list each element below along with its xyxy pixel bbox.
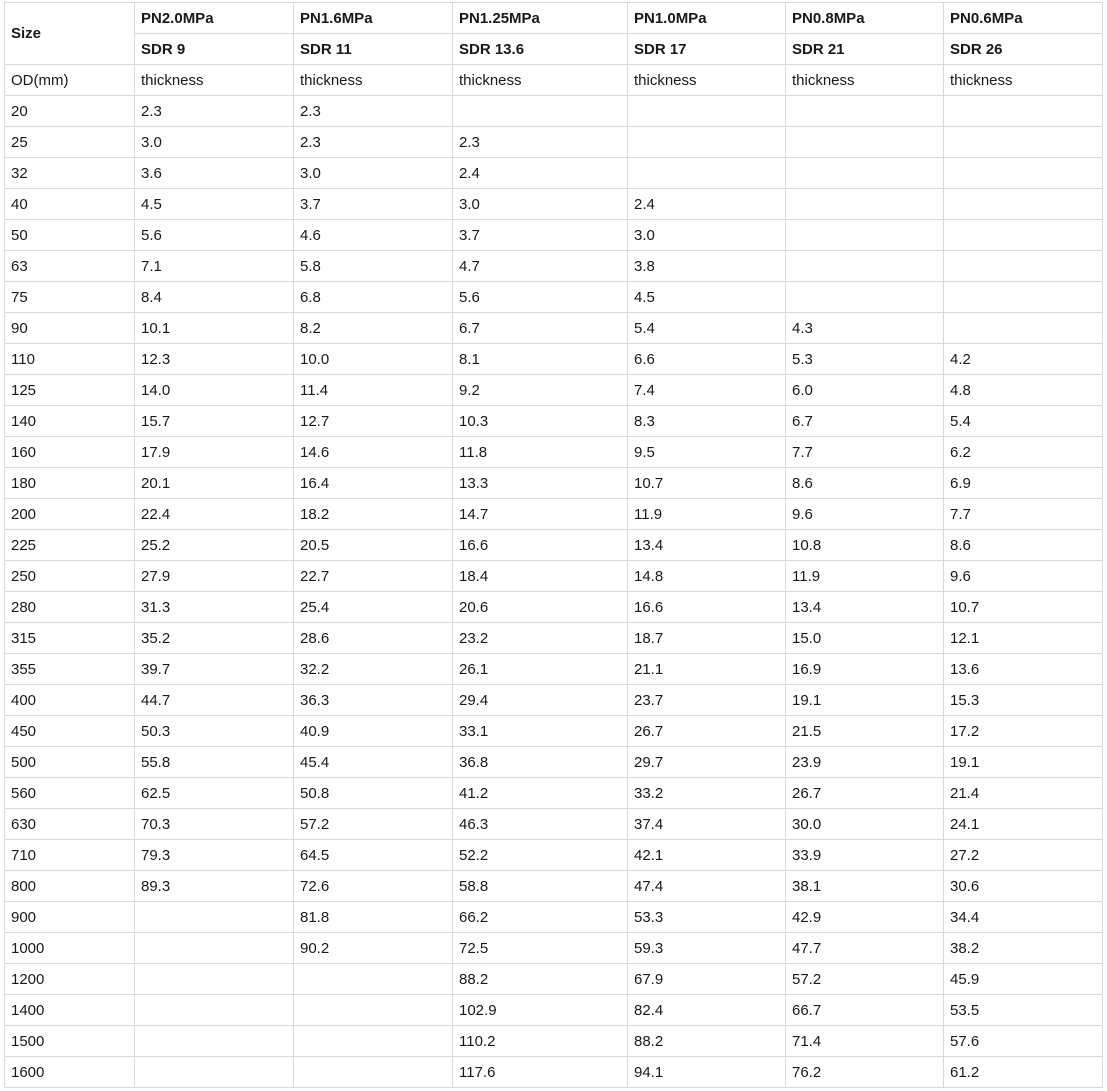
- thickness-cell: 3.0: [628, 220, 786, 251]
- thickness-cell: 23.7: [628, 685, 786, 716]
- thickness-cell: 76.2: [786, 1057, 944, 1088]
- table-row: [5, 220, 1103, 251]
- thickness-cell: [944, 251, 1103, 282]
- thickness-cell: 67.9: [628, 964, 786, 995]
- table-row: [5, 933, 1103, 964]
- thickness-cell: 8.6: [786, 468, 944, 499]
- thickness-header: thickness: [786, 65, 944, 96]
- thickness-cell: 40.9: [294, 716, 453, 747]
- thickness-cell: 26.7: [628, 716, 786, 747]
- thickness-cell: 71.4: [786, 1026, 944, 1057]
- thickness-cell: 61.2: [944, 1057, 1103, 1088]
- thickness-cell: 3.6: [135, 158, 294, 189]
- thickness-cell: 52.2: [453, 840, 628, 871]
- thickness-cell: 3.0: [453, 189, 628, 220]
- thickness-cell: 16.9: [786, 654, 944, 685]
- od-cell: 180: [5, 468, 135, 499]
- thickness-cell: 55.8: [135, 747, 294, 778]
- thickness-cell: [628, 96, 786, 127]
- thickness-cell: 117.6: [453, 1057, 628, 1088]
- thickness-cell: 6.8: [294, 282, 453, 313]
- table-row: [5, 561, 1103, 592]
- pipe-spec-table-container: [4, 2, 1102, 1088]
- thickness-cell: 20.5: [294, 530, 453, 561]
- thickness-cell: 50.8: [294, 778, 453, 809]
- thickness-cell: 8.6: [944, 530, 1103, 561]
- thickness-cell: 3.7: [453, 220, 628, 251]
- table-row: [5, 251, 1103, 282]
- thickness-cell: 57.2: [786, 964, 944, 995]
- sdr-header: SDR 26: [944, 34, 1103, 65]
- od-cell: 1600: [5, 1057, 135, 1088]
- od-cell: 800: [5, 871, 135, 902]
- od-cell: 32: [5, 158, 135, 189]
- od-header: OD(mm): [5, 65, 135, 96]
- od-cell: 125: [5, 375, 135, 406]
- thickness-cell: 7.7: [786, 437, 944, 468]
- od-cell: 75: [5, 282, 135, 313]
- thickness-cell: 6.9: [944, 468, 1103, 499]
- thickness-cell: 89.3: [135, 871, 294, 902]
- thickness-cell: 12.1: [944, 623, 1103, 654]
- od-cell: 250: [5, 561, 135, 592]
- thickness-cell: 9.2: [453, 375, 628, 406]
- od-cell: 1000: [5, 933, 135, 964]
- thickness-cell: 10.7: [944, 592, 1103, 623]
- thickness-cell: 18.7: [628, 623, 786, 654]
- pressure-header: PN1.25MPa: [453, 3, 628, 34]
- thickness-cell: 57.6: [944, 1026, 1103, 1057]
- table-row: [5, 592, 1103, 623]
- thickness-cell: 53.3: [628, 902, 786, 933]
- thickness-cell: 39.7: [135, 654, 294, 685]
- thickness-cell: 5.8: [294, 251, 453, 282]
- thickness-cell: 13.6: [944, 654, 1103, 685]
- thickness-cell: 27.9: [135, 561, 294, 592]
- pressure-header: PN1.0MPa: [628, 3, 786, 34]
- thickness-cell: 66.2: [453, 902, 628, 933]
- thickness-cell: 15.0: [786, 623, 944, 654]
- sdr-header-row: [5, 34, 1103, 65]
- thickness-cell: 24.1: [944, 809, 1103, 840]
- table-row: [5, 344, 1103, 375]
- thickness-cell: [944, 313, 1103, 344]
- table-row: [5, 437, 1103, 468]
- thickness-cell: 29.4: [453, 685, 628, 716]
- thickness-cell: 2.3: [453, 127, 628, 158]
- od-cell: 90: [5, 313, 135, 344]
- thickness-cell: 8.3: [628, 406, 786, 437]
- thickness-cell: [135, 1057, 294, 1088]
- thickness-cell: 6.7: [786, 406, 944, 437]
- thickness-cell: 16.6: [628, 592, 786, 623]
- thickness-cell: 3.0: [294, 158, 453, 189]
- thickness-cell: 21.1: [628, 654, 786, 685]
- od-cell: 900: [5, 902, 135, 933]
- table-row: [5, 685, 1103, 716]
- thickness-cell: 14.0: [135, 375, 294, 406]
- od-cell: 280: [5, 592, 135, 623]
- thickness-cell: 33.1: [453, 716, 628, 747]
- thickness-header: thickness: [453, 65, 628, 96]
- pressure-header: PN0.8MPa: [786, 3, 944, 34]
- sdr-header: SDR 9: [135, 34, 294, 65]
- od-cell: 25: [5, 127, 135, 158]
- table-row: [5, 747, 1103, 778]
- pressure-header: PN2.0MPa: [135, 3, 294, 34]
- thickness-cell: 5.6: [453, 282, 628, 313]
- thickness-cell: 11.9: [628, 499, 786, 530]
- thickness-cell: 25.4: [294, 592, 453, 623]
- thickness-cell: [944, 220, 1103, 251]
- od-cell: 560: [5, 778, 135, 809]
- thickness-cell: [294, 995, 453, 1026]
- thickness-cell: 4.6: [294, 220, 453, 251]
- thickness-cell: [294, 1026, 453, 1057]
- thickness-cell: 7.4: [628, 375, 786, 406]
- table-row: [5, 623, 1103, 654]
- thickness-cell: [944, 96, 1103, 127]
- thickness-cell: 38.1: [786, 871, 944, 902]
- thickness-cell: 2.4: [453, 158, 628, 189]
- thickness-cell: 22.4: [135, 499, 294, 530]
- thickness-cell: [786, 96, 944, 127]
- thickness-cell: [786, 282, 944, 313]
- thickness-cell: 94.1: [628, 1057, 786, 1088]
- thickness-cell: 88.2: [453, 964, 628, 995]
- thickness-cell: [453, 96, 628, 127]
- thickness-cell: 5.3: [786, 344, 944, 375]
- thickness-cell: 10.0: [294, 344, 453, 375]
- table-row: [5, 654, 1103, 685]
- table-row: [5, 902, 1103, 933]
- thickness-cell: 2.3: [294, 127, 453, 158]
- thickness-cell: 4.8: [944, 375, 1103, 406]
- thickness-cell: [944, 158, 1103, 189]
- thickness-cell: 19.1: [786, 685, 944, 716]
- table-row: [5, 158, 1103, 189]
- thickness-cell: 12.7: [294, 406, 453, 437]
- table-row: [5, 499, 1103, 530]
- table-row: [5, 840, 1103, 871]
- pressure-header-row: [5, 3, 1103, 34]
- table-row: [5, 406, 1103, 437]
- thickness-cell: 32.2: [294, 654, 453, 685]
- thickness-cell: 30.6: [944, 871, 1103, 902]
- od-cell: 225: [5, 530, 135, 561]
- thickness-cell: 64.5: [294, 840, 453, 871]
- thickness-cell: 2.3: [294, 96, 453, 127]
- thickness-cell: 42.9: [786, 902, 944, 933]
- thickness-cell: 47.4: [628, 871, 786, 902]
- thickness-cell: 110.2: [453, 1026, 628, 1057]
- thickness-cell: 10.3: [453, 406, 628, 437]
- thickness-header: thickness: [294, 65, 453, 96]
- thickness-header: thickness: [135, 65, 294, 96]
- thickness-cell: 10.1: [135, 313, 294, 344]
- thickness-cell: 20.6: [453, 592, 628, 623]
- thickness-cell: [294, 1057, 453, 1088]
- thickness-cell: 46.3: [453, 809, 628, 840]
- thickness-cell: 2.3: [135, 96, 294, 127]
- thickness-cell: 59.3: [628, 933, 786, 964]
- thickness-cell: 12.3: [135, 344, 294, 375]
- od-cell: 110: [5, 344, 135, 375]
- od-cell: 1500: [5, 1026, 135, 1057]
- od-cell: 50: [5, 220, 135, 251]
- thickness-cell: 14.8: [628, 561, 786, 592]
- table-row: [5, 1057, 1103, 1088]
- thickness-cell: 70.3: [135, 809, 294, 840]
- thickness-cell: 82.4: [628, 995, 786, 1026]
- thickness-cell: 53.5: [944, 995, 1103, 1026]
- thickness-cell: 57.2: [294, 809, 453, 840]
- od-cell: 20: [5, 96, 135, 127]
- thickness-cell: 50.3: [135, 716, 294, 747]
- thickness-cell: 29.7: [628, 747, 786, 778]
- thickness-cell: 13.4: [786, 592, 944, 623]
- thickness-cell: 90.2: [294, 933, 453, 964]
- thickness-cell: 44.7: [135, 685, 294, 716]
- thickness-cell: 72.6: [294, 871, 453, 902]
- thickness-cell: [786, 189, 944, 220]
- thickness-cell: 45.4: [294, 747, 453, 778]
- thickness-cell: [786, 127, 944, 158]
- thickness-cell: 62.5: [135, 778, 294, 809]
- pressure-header: PN0.6MPa: [944, 3, 1103, 34]
- thickness-cell: 3.8: [628, 251, 786, 282]
- thickness-cell: 27.2: [944, 840, 1103, 871]
- od-cell: 200: [5, 499, 135, 530]
- thickness-cell: 23.2: [453, 623, 628, 654]
- sdr-header: SDR 21: [786, 34, 944, 65]
- od-cell: 63: [5, 251, 135, 282]
- thickness-header: thickness: [944, 65, 1103, 96]
- thickness-cell: 17.9: [135, 437, 294, 468]
- thickness-cell: 3.0: [135, 127, 294, 158]
- thickness-cell: 81.8: [294, 902, 453, 933]
- od-cell: 450: [5, 716, 135, 747]
- thickness-cell: 28.6: [294, 623, 453, 654]
- od-cell: 355: [5, 654, 135, 685]
- thickness-cell: 8.1: [453, 344, 628, 375]
- thickness-cell: [786, 220, 944, 251]
- table-row: [5, 530, 1103, 561]
- thickness-cell: 8.2: [294, 313, 453, 344]
- thickness-cell: 8.4: [135, 282, 294, 313]
- table-row: [5, 127, 1103, 158]
- thickness-cell: 4.5: [135, 189, 294, 220]
- thickness-cell: 26.7: [786, 778, 944, 809]
- od-cell: 1400: [5, 995, 135, 1026]
- table-row: [5, 809, 1103, 840]
- thickness-cell: 4.3: [786, 313, 944, 344]
- thickness-cell: 4.5: [628, 282, 786, 313]
- thickness-cell: 6.2: [944, 437, 1103, 468]
- thickness-cell: 10.8: [786, 530, 944, 561]
- thickness-cell: 5.6: [135, 220, 294, 251]
- table-row: [5, 313, 1103, 344]
- thickness-cell: 33.2: [628, 778, 786, 809]
- pressure-header: PN1.6MPa: [294, 3, 453, 34]
- thickness-cell: [944, 127, 1103, 158]
- thickness-cell: 36.8: [453, 747, 628, 778]
- thickness-cell: [135, 995, 294, 1026]
- thickness-cell: 11.9: [786, 561, 944, 592]
- table-row: [5, 871, 1103, 902]
- size-header: Size: [5, 3, 135, 65]
- thickness-cell: 23.9: [786, 747, 944, 778]
- thickness-cell: 10.7: [628, 468, 786, 499]
- od-cell: 400: [5, 685, 135, 716]
- thickness-cell: 4.7: [453, 251, 628, 282]
- thickness-cell: 33.9: [786, 840, 944, 871]
- thickness-cell: [628, 127, 786, 158]
- thickness-cell: [944, 282, 1103, 313]
- od-cell: 315: [5, 623, 135, 654]
- table-body: [5, 96, 1103, 1088]
- thickness-cell: 13.4: [628, 530, 786, 561]
- table-row: [5, 1026, 1103, 1057]
- thickness-cell: 37.4: [628, 809, 786, 840]
- thickness-cell: 9.5: [628, 437, 786, 468]
- thickness-cell: [786, 251, 944, 282]
- thickness-cell: 19.1: [944, 747, 1103, 778]
- thickness-cell: 7.7: [944, 499, 1103, 530]
- table-row: [5, 189, 1103, 220]
- thickness-cell: 14.7: [453, 499, 628, 530]
- thickness-cell: 41.2: [453, 778, 628, 809]
- table-row: [5, 282, 1103, 313]
- od-cell: 500: [5, 747, 135, 778]
- thickness-cell: 34.4: [944, 902, 1103, 933]
- thickness-cell: [135, 933, 294, 964]
- od-cell: 630: [5, 809, 135, 840]
- thickness-cell: 4.2: [944, 344, 1103, 375]
- thickness-cell: 22.7: [294, 561, 453, 592]
- thickness-cell: 9.6: [944, 561, 1103, 592]
- thickness-cell: 11.8: [453, 437, 628, 468]
- thickness-cell: [135, 964, 294, 995]
- table-row: [5, 96, 1103, 127]
- thickness-cell: 5.4: [628, 313, 786, 344]
- table-row: [5, 964, 1103, 995]
- thickness-cell: 17.2: [944, 716, 1103, 747]
- sdr-header: SDR 13.6: [453, 34, 628, 65]
- od-cell: 1200: [5, 964, 135, 995]
- thickness-cell: 2.4: [628, 189, 786, 220]
- thickness-cell: 72.5: [453, 933, 628, 964]
- table-row: [5, 468, 1103, 499]
- thickness-cell: [944, 189, 1103, 220]
- thickness-cell: 102.9: [453, 995, 628, 1026]
- thickness-cell: 88.2: [628, 1026, 786, 1057]
- thickness-cell: [135, 1026, 294, 1057]
- thickness-cell: 58.8: [453, 871, 628, 902]
- sdr-header: SDR 17: [628, 34, 786, 65]
- thickness-cell: 3.7: [294, 189, 453, 220]
- thickness-cell: 31.3: [135, 592, 294, 623]
- thickness-cell: 47.7: [786, 933, 944, 964]
- thickness-cell: [135, 902, 294, 933]
- table-row: [5, 778, 1103, 809]
- thickness-cell: 6.7: [453, 313, 628, 344]
- thickness-cell: 13.3: [453, 468, 628, 499]
- thickness-cell: 15.3: [944, 685, 1103, 716]
- thickness-cell: 79.3: [135, 840, 294, 871]
- thickness-cell: 21.5: [786, 716, 944, 747]
- thickness-cell: 21.4: [944, 778, 1103, 809]
- thickness-cell: [786, 158, 944, 189]
- thickness-cell: 14.6: [294, 437, 453, 468]
- table-row: [5, 716, 1103, 747]
- table-row: [5, 375, 1103, 406]
- thickness-cell: 42.1: [628, 840, 786, 871]
- thickness-cell: 25.2: [135, 530, 294, 561]
- table-row: [5, 995, 1103, 1026]
- thickness-cell: 45.9: [944, 964, 1103, 995]
- thickness-cell: [294, 964, 453, 995]
- thickness-cell: 30.0: [786, 809, 944, 840]
- thickness-cell: 18.2: [294, 499, 453, 530]
- thickness-cell: 5.4: [944, 406, 1103, 437]
- unit-header-row: [5, 65, 1103, 96]
- od-cell: 140: [5, 406, 135, 437]
- thickness-cell: 11.4: [294, 375, 453, 406]
- od-cell: 710: [5, 840, 135, 871]
- thickness-cell: 26.1: [453, 654, 628, 685]
- thickness-cell: 20.1: [135, 468, 294, 499]
- pipe-spec-table: [4, 2, 1103, 1088]
- od-cell: 160: [5, 437, 135, 468]
- thickness-cell: [628, 158, 786, 189]
- thickness-cell: 36.3: [294, 685, 453, 716]
- thickness-cell: 6.6: [628, 344, 786, 375]
- thickness-cell: 16.6: [453, 530, 628, 561]
- thickness-cell: 15.7: [135, 406, 294, 437]
- thickness-cell: 35.2: [135, 623, 294, 654]
- thickness-header: thickness: [628, 65, 786, 96]
- od-cell: 40: [5, 189, 135, 220]
- thickness-cell: 66.7: [786, 995, 944, 1026]
- thickness-cell: 6.0: [786, 375, 944, 406]
- thickness-cell: 7.1: [135, 251, 294, 282]
- thickness-cell: 16.4: [294, 468, 453, 499]
- sdr-header: SDR 11: [294, 34, 453, 65]
- thickness-cell: 38.2: [944, 933, 1103, 964]
- thickness-cell: 9.6: [786, 499, 944, 530]
- thickness-cell: 18.4: [453, 561, 628, 592]
